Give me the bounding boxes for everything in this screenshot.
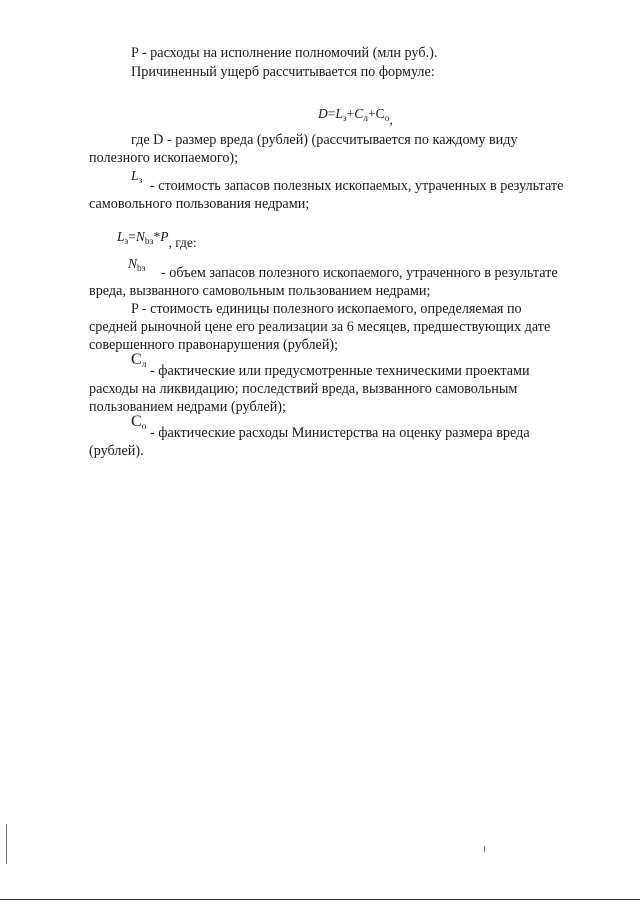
text-line: полезного ископаемого); — [89, 150, 239, 166]
formula-damage: $D=L_з+C_л+C_о$, — [318, 106, 393, 127]
symbol-Cl: Cл — [131, 351, 147, 370]
text-line: самовольного пользования недрами; — [89, 196, 310, 212]
text-line: средней рыночной цене его реализации за 6 месяцев, предшествующих дате — [89, 319, 551, 335]
page-bottom-edge — [0, 899, 640, 900]
symbol-N: $N_{bз}$ — [128, 256, 146, 274]
text-line: - стоимость запасов полезных ископаемых, утраченных в результате — [150, 178, 564, 194]
text-line: - фактические расходы Министерства на оценку размера вреда — [150, 425, 530, 441]
symbol-L: $L_з$ — [131, 168, 143, 186]
text-line: расходы на ликвидацию; последствий вреда, вызванного самовольным — [89, 381, 518, 397]
text-line: пользованием недрами (рублей); — [89, 399, 286, 415]
text-line: вреда, вызванного самовольным пользованием недрами; — [89, 283, 431, 299]
text-line: (рублей). — [89, 443, 144, 459]
text-line: где D - размер вреда (рублей) (рассчитывается по каждому виду — [131, 132, 518, 148]
text-line: - фактические или предусмотренные техническими проектами — [150, 363, 530, 379]
text-line: P - стоимость единицы полезного ископаемого, определяемая по — [131, 301, 522, 317]
scan-speck — [484, 846, 485, 852]
formula-L: $L_з=N_{bз}*P$, где: — [117, 229, 197, 250]
symbol-Co: Cо — [131, 413, 147, 432]
text-line: Причиненный ущерб рассчитывается по формуле: — [131, 64, 435, 80]
text-line: P - расходы на исполнение полномочий (млн руб.). — [131, 45, 438, 61]
text-line: - объем запасов полезного ископаемого, утраченного в результате — [161, 265, 558, 281]
text-line: совершенного правонарушения (рублей); — [89, 337, 339, 353]
scan-edge-mark — [6, 824, 7, 864]
